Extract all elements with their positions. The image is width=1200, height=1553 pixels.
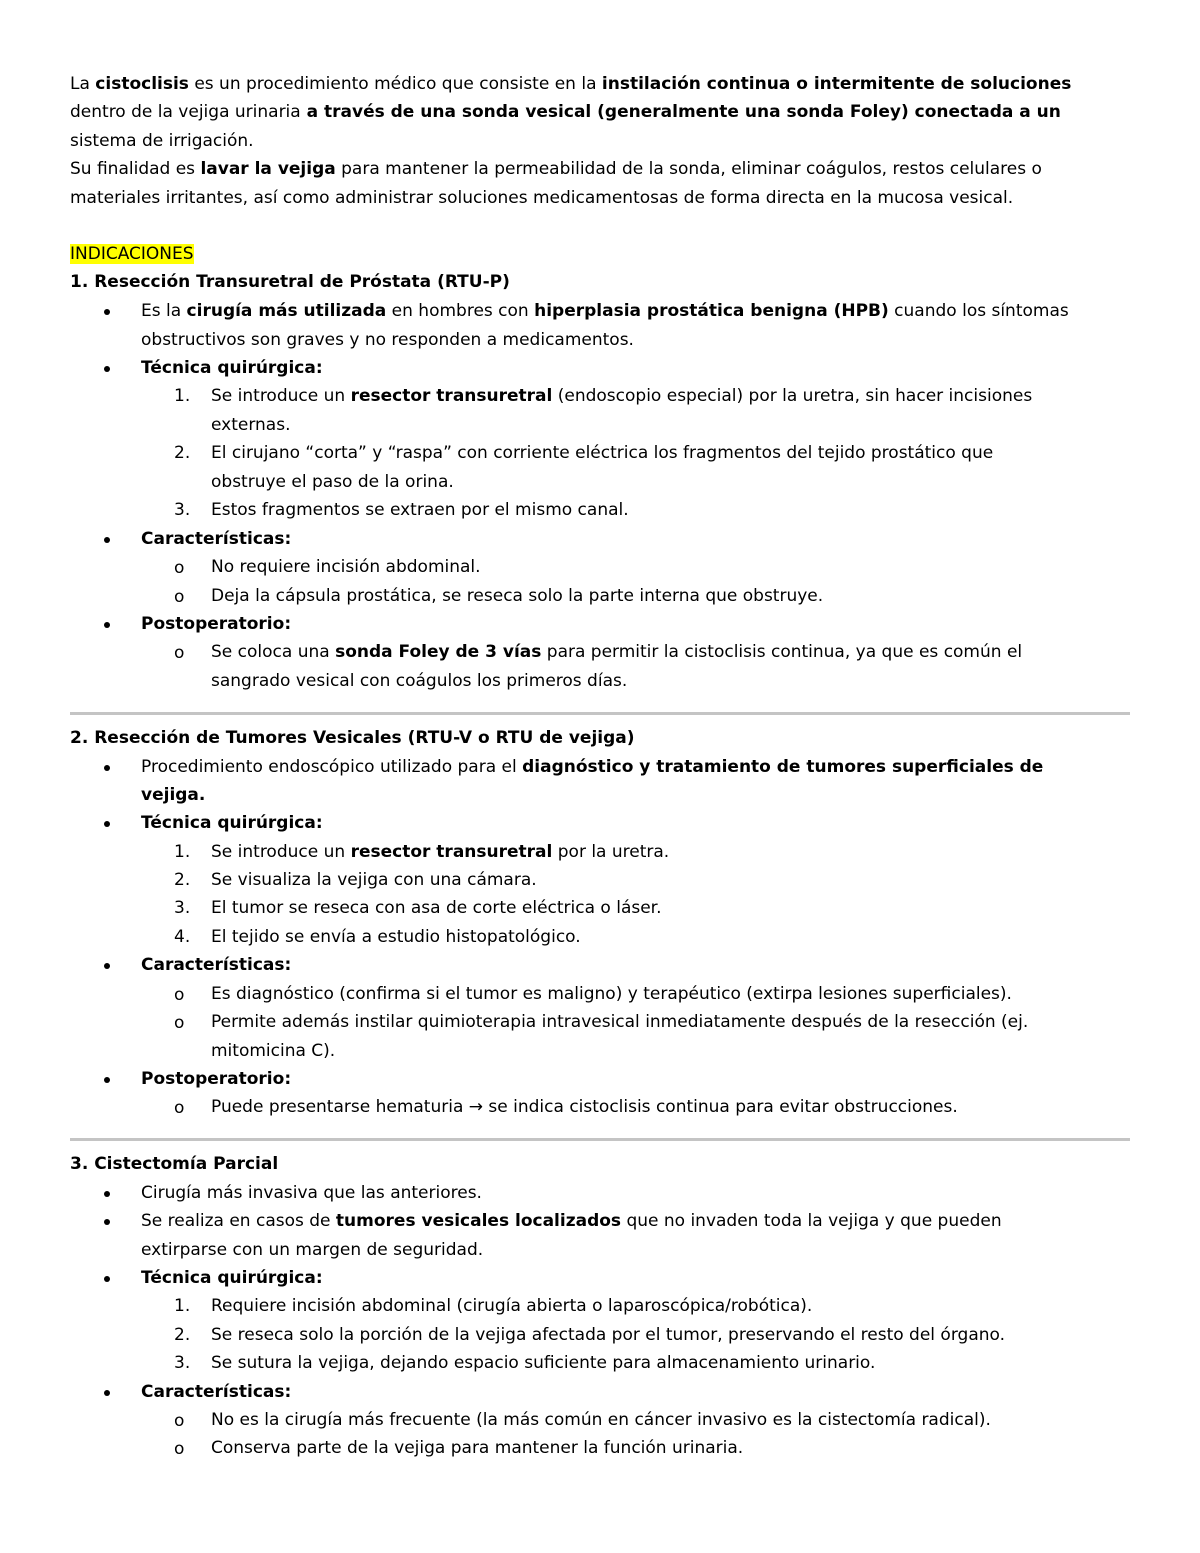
numbered-item: obstruye el paso de la orina.: [211, 472, 454, 492]
bold-term: sonda Foley de 3 vías: [335, 642, 542, 662]
list-item: Es la cirugía más utilizada en hombres con hiperplasia prostática benigna (HPB) cuando los síntomas: [141, 301, 1069, 321]
sub-item: Se coloca una sonda Foley de 3 vías para permitir la cistoclisis continua, ya que es común el: [211, 642, 1023, 662]
bold-term: tumores vesicales localizados: [335, 1211, 622, 1231]
section-divider: [70, 712, 1130, 715]
section-3-title: 3. Cistectomía Parcial: [70, 1154, 279, 1174]
list-item: Características:: [141, 1382, 292, 1402]
list-item: Técnica quirúrgica:: [141, 813, 323, 833]
number-marker: 3.: [174, 898, 191, 918]
sub-bullet-marker: o: [174, 1411, 185, 1431]
sub-bullet-marker: o: [174, 1013, 185, 1033]
list-item: Postoperatorio:: [141, 1069, 292, 1089]
intro-line: Su finalidad es lavar la vejiga para mantener la permeabilidad de la sonda, eliminar coágulos, restos celulares o: [70, 159, 1042, 179]
sub-bullet-marker: o: [174, 558, 185, 578]
bullet-dot: [104, 1219, 110, 1225]
list-item: Técnica quirúrgica:: [141, 358, 323, 378]
numbered-item: Estos fragmentos se extraen por el mismo canal.: [211, 500, 629, 520]
intro-line: materiales irritantes, así como administrar soluciones medicamentosas de forma directa en la mucosa vesical.: [70, 188, 1014, 208]
bold-term: cirugía más utilizada: [186, 301, 387, 321]
bold-term: lavar la vejiga: [200, 159, 336, 179]
sub-item: mitomicina C).: [211, 1041, 336, 1061]
bullet-dot: [104, 1276, 110, 1282]
bold-term: resector transuretral: [350, 386, 553, 406]
list-item: Técnica quirúrgica:: [141, 1268, 323, 1288]
indicaciones-heading: [70, 243, 194, 265]
sub-bullet-marker: o: [174, 643, 185, 663]
list-item: extirparse con un margen de seguridad.: [141, 1240, 484, 1260]
intro-line: dentro de la vejiga urinaria a través de una sonda vesical (generalmente una sonda Foley) conectada a un: [70, 102, 1061, 122]
numbered-item: Se introduce un resector transuretral por la uretra.: [211, 842, 670, 862]
list-item: Características:: [141, 955, 292, 975]
number-marker: 2.: [174, 1325, 191, 1345]
bullet-dot: [104, 765, 110, 771]
number-marker: 2.: [174, 443, 191, 463]
bold-term: diagnóstico y tratamiento de tumores superficiales de: [522, 757, 1044, 777]
number-marker: 1.: [174, 1296, 191, 1316]
bullet-dot: [104, 963, 110, 969]
bold-term: instilación continua o intermitente de soluciones: [601, 74, 1072, 94]
sub-bullet-marker: o: [174, 587, 185, 607]
list-item: Cirugía más invasiva que las anteriores.: [141, 1183, 482, 1203]
bullet-dot: [104, 366, 110, 372]
bullet-dot: [104, 821, 110, 827]
bold-term: resector transuretral: [350, 842, 553, 862]
number-marker: 1.: [174, 386, 191, 406]
numbered-item: Requiere incisión abdominal (cirugía abierta o laparoscópica/robótica).: [211, 1296, 813, 1316]
numbered-item: El tejido se envía a estudio histopatológico.: [211, 927, 581, 947]
bullet-dot: [104, 1077, 110, 1083]
numbered-item: Se sutura la vejiga, dejando espacio suficiente para almacenamiento urinario.: [211, 1353, 876, 1373]
numbered-item: Se introduce un resector transuretral (endoscopio especial) por la uretra, sin hacer incisiones: [211, 386, 1033, 406]
number-marker: 1.: [174, 842, 191, 862]
number-marker: 4.: [174, 927, 191, 947]
bold-term: vejiga.: [141, 785, 206, 805]
list-item: Postoperatorio:: [141, 614, 292, 634]
section-1-title: 1. Resección Transuretral de Próstata (RTU-P): [70, 272, 510, 292]
sub-bullet-marker: o: [174, 1098, 185, 1118]
sub-item: Conserva parte de la vejiga para mantener la función urinaria.: [211, 1438, 744, 1458]
bold-term: hiperplasia prostática benigna (HPB): [534, 301, 889, 321]
bold-term: a través de una sonda vesical (generalmente una sonda Foley) conectada a un: [300, 102, 1061, 122]
sub-item: Puede presentarse hematuria → se indica cistoclisis continua para evitar obstrucciones.: [211, 1097, 958, 1117]
number-marker: 3.: [174, 500, 191, 520]
bullet-dot: [104, 1390, 110, 1396]
bullet-dot: [104, 1191, 110, 1197]
sub-bullet-marker: o: [174, 1439, 185, 1459]
numbered-item: Se visualiza la vejiga con una cámara.: [211, 870, 537, 890]
list-item: Se realiza en casos de tumores vesicales localizados que no invaden toda la vejiga y que pueden: [141, 1211, 1002, 1231]
sub-item: Deja la cápsula prostática, se reseca solo la parte interna que obstruye.: [211, 586, 824, 606]
bullet-dot: [104, 309, 110, 315]
number-marker: 2.: [174, 870, 191, 890]
sub-item: No requiere incisión abdominal.: [211, 557, 481, 577]
numbered-item: Se reseca solo la porción de la vejiga afectada por el tumor, preservando el resto del órgano.: [211, 1325, 1006, 1345]
list-item: Características:: [141, 529, 292, 549]
intro-line: La cistoclisis es un procedimiento médico que consiste en la instilación continua o intermitente de soluciones: [70, 74, 1072, 94]
sub-item: Es diagnóstico (confirma si el tumor es maligno) y terapéutico (extirpa lesiones superficiales).: [211, 984, 1012, 1004]
sub-item: sangrado vesical con coágulos los primeros días.: [211, 671, 628, 691]
section-2-title: 2. Resección de Tumores Vesicales (RTU-V o RTU de vejiga): [70, 728, 635, 748]
numbered-item: El tumor se reseca con asa de corte eléctrica o láser.: [211, 898, 662, 918]
sub-item: No es la cirugía más frecuente (la más común en cáncer invasivo es la cistectomía radical).: [211, 1410, 991, 1430]
sub-bullet-marker: o: [174, 985, 185, 1005]
intro-line: sistema de irrigación.: [70, 131, 254, 151]
bullet-dot: [104, 622, 110, 628]
bold-term: cistoclisis: [95, 74, 189, 94]
list-item: obstructivos son graves y no responden a medicamentos.: [141, 330, 634, 350]
list-item: Procedimiento endoscópico utilizado para el diagnóstico y tratamiento de tumores superficiales de: [141, 757, 1044, 777]
bullet-dot: [104, 537, 110, 543]
section-divider: [70, 1138, 1130, 1141]
number-marker: 3.: [174, 1353, 191, 1373]
indicaciones-label: INDICACIONES: [70, 244, 194, 264]
numbered-item: El cirujano “corta” y “raspa” con corriente eléctrica los fragmentos del tejido prostático que: [211, 443, 994, 463]
numbered-item: externas.: [211, 415, 291, 435]
sub-item: Permite además instilar quimioterapia intravesical inmediatamente después de la resección (ej.: [211, 1012, 1029, 1032]
list-item: [141, 784, 205, 806]
